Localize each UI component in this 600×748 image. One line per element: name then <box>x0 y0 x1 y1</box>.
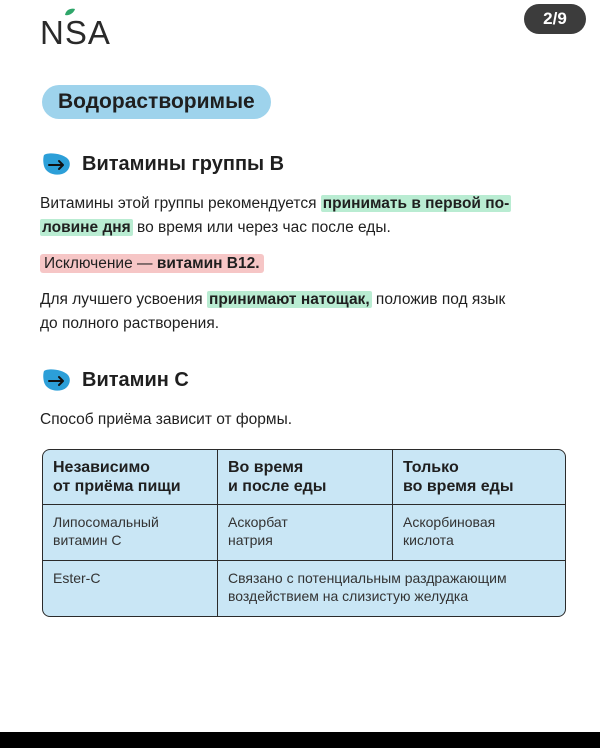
table-cell <box>43 561 218 616</box>
cell-line: Ester-C <box>53 570 101 586</box>
page-counter-badge <box>524 4 586 34</box>
table-cell <box>43 505 218 561</box>
p1-highlight-line1: принимать в первой по- <box>322 195 510 212</box>
vitamin-b-paragraph-2 <box>40 288 580 336</box>
vitamin-c-intro-text: Способ приёма зависит от формы. <box>40 411 293 428</box>
leaf-icon <box>64 8 76 16</box>
table-header-cell <box>43 450 218 505</box>
table-cell <box>218 505 393 561</box>
header-line: от приёма пищи <box>53 478 181 495</box>
header-line: Независимо <box>53 459 150 476</box>
vitamin-c-heading <box>42 368 189 392</box>
cell-line: Аскорбат <box>228 514 288 530</box>
page-counter-text: 2/9 <box>543 9 567 28</box>
cell-line: Аскорбиновая <box>403 514 496 530</box>
section-title: Водорастворимые <box>58 90 255 113</box>
arrow-badge-icon <box>42 152 72 176</box>
table-row <box>43 505 565 561</box>
cell-line: витамин С <box>53 532 122 548</box>
p2-highlight: принимают натощак, <box>208 291 370 308</box>
table-header-cell <box>393 450 565 505</box>
exception-bold: витамин В12. <box>156 255 260 272</box>
brand-logo <box>40 14 111 52</box>
bottom-bar <box>0 732 600 748</box>
table-row <box>43 561 565 616</box>
cell-line: натрия <box>228 532 273 548</box>
vitamin-c-table <box>42 449 566 617</box>
header-line: во время еды <box>403 478 514 495</box>
arrow-badge-icon <box>42 368 72 392</box>
table-cell <box>393 505 565 561</box>
exception-highlight <box>40 254 264 273</box>
table-header-cell <box>218 450 393 505</box>
p1-text-start: Витамины этой группы рекомендуется <box>40 195 321 212</box>
p2-text-end-line1: положив под язык <box>371 291 506 308</box>
table-cell-merged <box>218 561 565 616</box>
vitamin-b-heading <box>42 152 284 176</box>
cell-line: кислота <box>403 532 454 548</box>
p1-highlight-line2: ловине дня <box>42 219 131 236</box>
section-title-pill <box>42 85 271 119</box>
vitamin-c-intro <box>40 408 580 432</box>
header-line: Только <box>403 459 459 476</box>
header-line: и после еды <box>228 478 327 495</box>
vitamin-c-heading-text: Витамин С <box>82 368 189 391</box>
vitamin-b-paragraph-1 <box>40 192 580 240</box>
vitamin-b-heading-text: Витамины группы В <box>82 152 285 175</box>
p2-text-start: Для лучшего усвоения <box>40 291 207 308</box>
cell-line: воздействием на слизистую желудка <box>228 588 469 604</box>
header-line: Во время <box>228 459 304 476</box>
exception-prefix: Исключение — <box>44 255 157 272</box>
p2-text-end-line2: до полного растворения. <box>40 315 220 332</box>
table-header-row <box>43 450 565 505</box>
cell-line: Связано с потенциальным раздражающим <box>228 570 507 586</box>
vitamin-b-exception <box>40 252 580 276</box>
p1-text-end: во время или через час после еды. <box>132 219 391 236</box>
logo-text: NSA <box>40 14 111 51</box>
cell-line: Липосомальный <box>53 514 159 530</box>
